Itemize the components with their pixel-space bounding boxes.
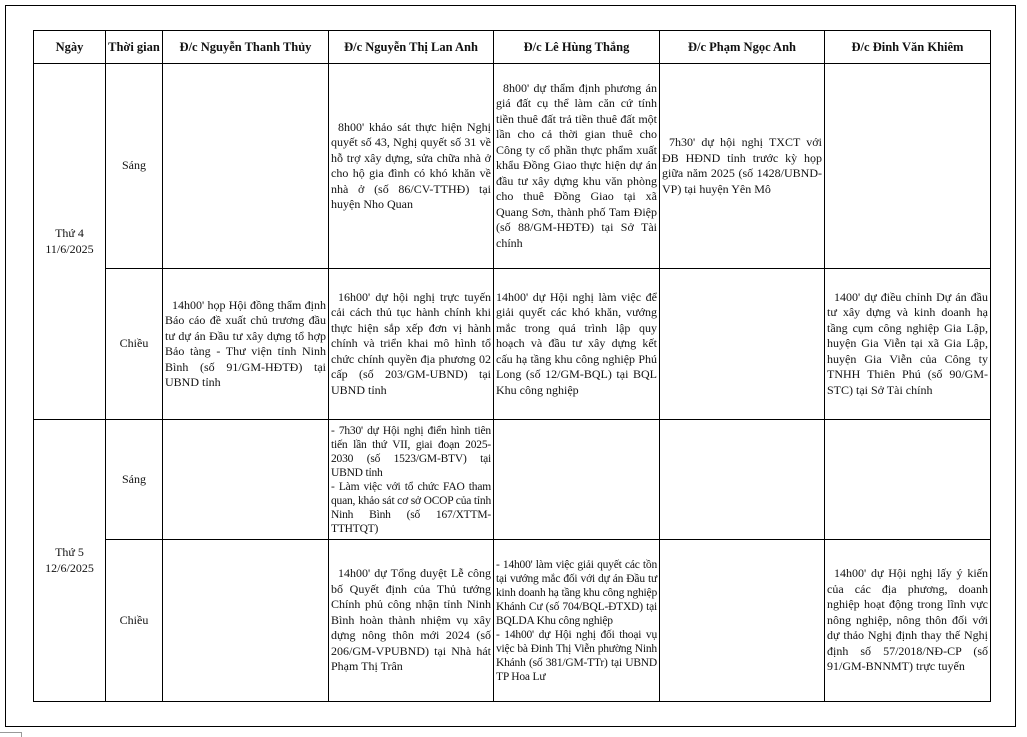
header-person-4: Đ/c Phạm Ngọc Anh <box>660 31 825 64</box>
schedule-cell <box>825 420 991 540</box>
schedule-table <box>33 30 991 702</box>
schedule-cell <box>660 269 825 420</box>
schedule-cell <box>163 420 329 540</box>
header-row <box>34 31 991 64</box>
schedule-cell: 14h00' họp Hội đồng thẩm định Báo cáo đề xuất chủ trương đầu tư dự án Đầu tư xây dựng tổ hợp Bảo tàng - Thư viện tỉnh Ninh Bình (số 91/GM-HĐTĐ) tại UBND tỉnh <box>163 269 329 420</box>
schedule-cell: 16h00' dự hội nghị trực tuyến cải cách thủ tục hành chính khi thực hiện sắp xếp đơn vị hành chính và triển khai mô hình tổ chức chính quyền địa phương 02 cấp (số 203/GM-UBND) tại UBND tỉnh <box>329 269 494 420</box>
schedule-cell <box>660 420 825 540</box>
header-person-2: Đ/c Nguyễn Thị Lan Anh <box>329 31 494 64</box>
schedule-cell <box>163 540 329 702</box>
session-cell: Sáng <box>106 420 163 540</box>
schedule-cell: - 7h30' dự Hội nghị điển hình tiên tiến lần thứ VII, giai đoạn 2025-2030 (số 1523/GM-BTV) tại UBND tỉnh - Làm việc với tổ chức FAO tham quan, khảo sát cơ sở OCOP của tỉnh Ninh Bình (số 167/XTTM-TTHTQT) <box>329 420 494 540</box>
session-cell: Chiều <box>106 540 163 702</box>
header-person-5: Đ/c Đinh Văn Khiêm <box>825 31 991 64</box>
header-time: Thời gian <box>106 31 163 64</box>
schedule-cell: 8h00' dự thẩm định phương án giá đất cụ thể làm căn cứ tính tiền thuê đất trả tiền thuê đất một lần cho cả thời gian thuê cho Công ty cổ phần thực phẩm xuất khẩu Đồng Giao thực hiện dự án đầu tư xây dựng khu văn phòng cho thuê Đồng Giao tại xã Quang Sơn, thành phố Tam Điệp (số 88/GM-HĐTĐ) tại Sở Tài chính <box>494 64 660 269</box>
schedule-cell <box>163 64 329 269</box>
schedule-cell <box>660 540 825 702</box>
schedule-cell: 14h00' dự Hội nghị lấy ý kiến của các địa phương, doanh nghiệp hoạt động trong lĩnh vực nông nghiệp, nông thôn đối với dự thảo Nghị định thay thế Nghị định số 57/2018/NĐ-CP (số 91/GM-BNNMT) trực tuyến <box>825 540 991 702</box>
day-cell-2: Thứ 5 12/6/2025 <box>34 420 106 702</box>
schedule-cell: 1400' dự điều chỉnh Dự án đầu tư xây dựng và kinh doanh hạ tầng cụm công nghiệp Gia Lập, huyện Gia Viễn tại xã Gia Lập, huyện Gia Viễn của Công ty TNHH Thiên Phú (số 90/GM-STC) tại Sở Tài chính <box>825 269 991 420</box>
schedule-cell <box>494 420 660 540</box>
header-day: Ngày <box>34 31 106 64</box>
schedule-cell <box>825 64 991 269</box>
row-day1-morning <box>34 64 991 269</box>
header-person-3: Đ/c Lê Hùng Thắng <box>494 31 660 64</box>
header-person-1: Đ/c Nguyễn Thanh Thủy <box>163 31 329 64</box>
page-corner-marker <box>0 732 22 737</box>
session-cell: Chiều <box>106 269 163 420</box>
row-day2-afternoon <box>34 540 991 702</box>
session-cell: Sáng <box>106 64 163 269</box>
schedule-cell: 8h00' khảo sát thực hiện Nghị quyết số 43, Nghị quyết số 31 về hỗ trợ xây dựng, sửa chữa nhà ở cho hộ gia đình có khó khăn về nhà ở (số 86/CV-TTHĐ) tại huyện Nho Quan <box>329 64 494 269</box>
schedule-cell: 7h30' dự hội nghị TXCT với ĐB HĐND tỉnh trước kỳ họp giữa năm 2025 (số 1428/UBND-VP) tại huyện Yên Mô <box>660 64 825 269</box>
schedule-cell: - 14h00' làm việc giải quyết các tồn tại vướng mắc đối với dự án Đầu tư kinh doanh hạ tầng khu công nghiệp Khánh Cư (số 704/BQL-ĐTXD) tại BQLDA Khu công nghiệp - 14h00' dự Hội nghị đối thoại vụ việc bà Đinh Thị Viễn phường Ninh Khánh (số 381/GM-TTr) tại UBND TP Hoa Lư <box>494 540 660 702</box>
day-cell-1: Thứ 4 11/6/2025 <box>34 64 106 420</box>
schedule-cell: 14h00' dự Hội nghị làm việc để giải quyết các khó khăn, vướng mắc trong quá trình lập quy hoạch và đầu tư xây dựng kết cấu hạ tầng khu công nghiệp Phú Long (số 12/GM-BQL) tại BQL Khu công nghiệp <box>494 269 660 420</box>
row-day1-afternoon <box>34 269 991 420</box>
schedule-cell: 14h00' dự Tổng duyệt Lễ công bố Quyết định của Thủ tướng Chính phủ công nhận tỉnh Ninh Bình hoàn thành nhiệm vụ xây dựng nông thôn mới 2024 (số 206/GM-VPUBND) tại Nhà hát Phạm Thị Trân <box>329 540 494 702</box>
row-day2-morning <box>34 420 991 540</box>
